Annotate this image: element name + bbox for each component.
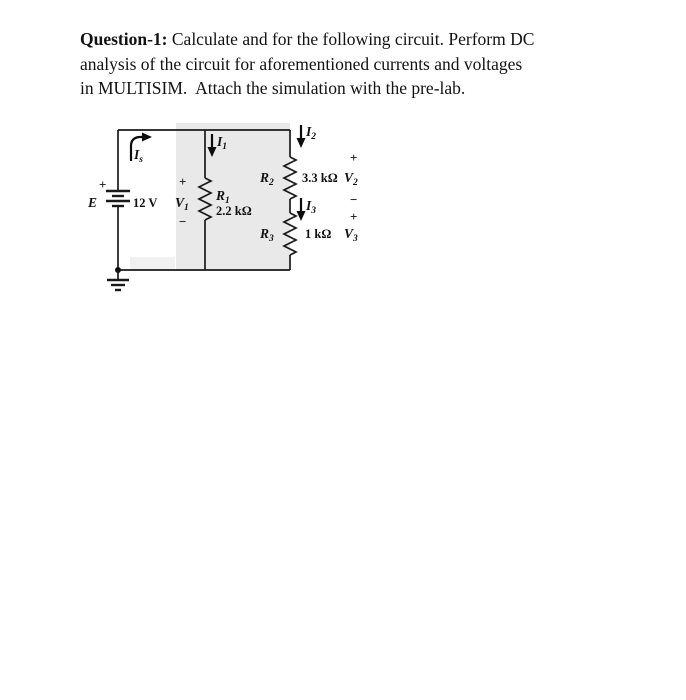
source-label: E [88,195,98,210]
r2-label: $R_2$ [260,170,274,188]
current-i3-arrow [297,198,306,221]
current-is-label: $I_s$ [134,147,143,165]
question-line-2: analysis of the circuit for aforementioned currents and voltages [80,53,523,74]
scan-shading-small [130,257,175,270]
v2-label: $V_2$ [344,170,358,188]
r1-value: 2.2 kΩ [216,204,252,218]
question-number: Question-1: [80,29,168,49]
v1-minus-sign: − [179,214,187,229]
question-line-3: in MULTISIM. Attach the simulation with the pre-lab. [80,78,466,98]
r1-label: $R_1$ [216,188,230,206]
v2-plus-sign: + [350,150,358,165]
current-i2-label: $I_2$ [306,124,317,142]
source-plus-sign: + [99,177,107,192]
current-i3-label: $I_3$ [306,198,317,216]
v1-plus-sign: + [179,174,187,189]
current-i1-label: $I_1$ [217,134,228,152]
source-value: 12 V [133,196,158,210]
v3-plus-sign: + [350,209,358,224]
v2-minus-sign: − [350,192,358,207]
v1-label: $V_1$ [175,195,189,213]
r3-label: $R_3$ [260,226,274,244]
r2-value: 3.3 kΩ [302,171,338,185]
v3-label: $V_3$ [344,226,358,244]
scan-shading [176,123,290,270]
current-i2-arrow [297,125,306,148]
question-line-1-text: Calculate and for the following circuit. Perform DC [167,29,535,49]
battery-icon [106,191,130,206]
r3-value: 1 kΩ [305,227,332,241]
